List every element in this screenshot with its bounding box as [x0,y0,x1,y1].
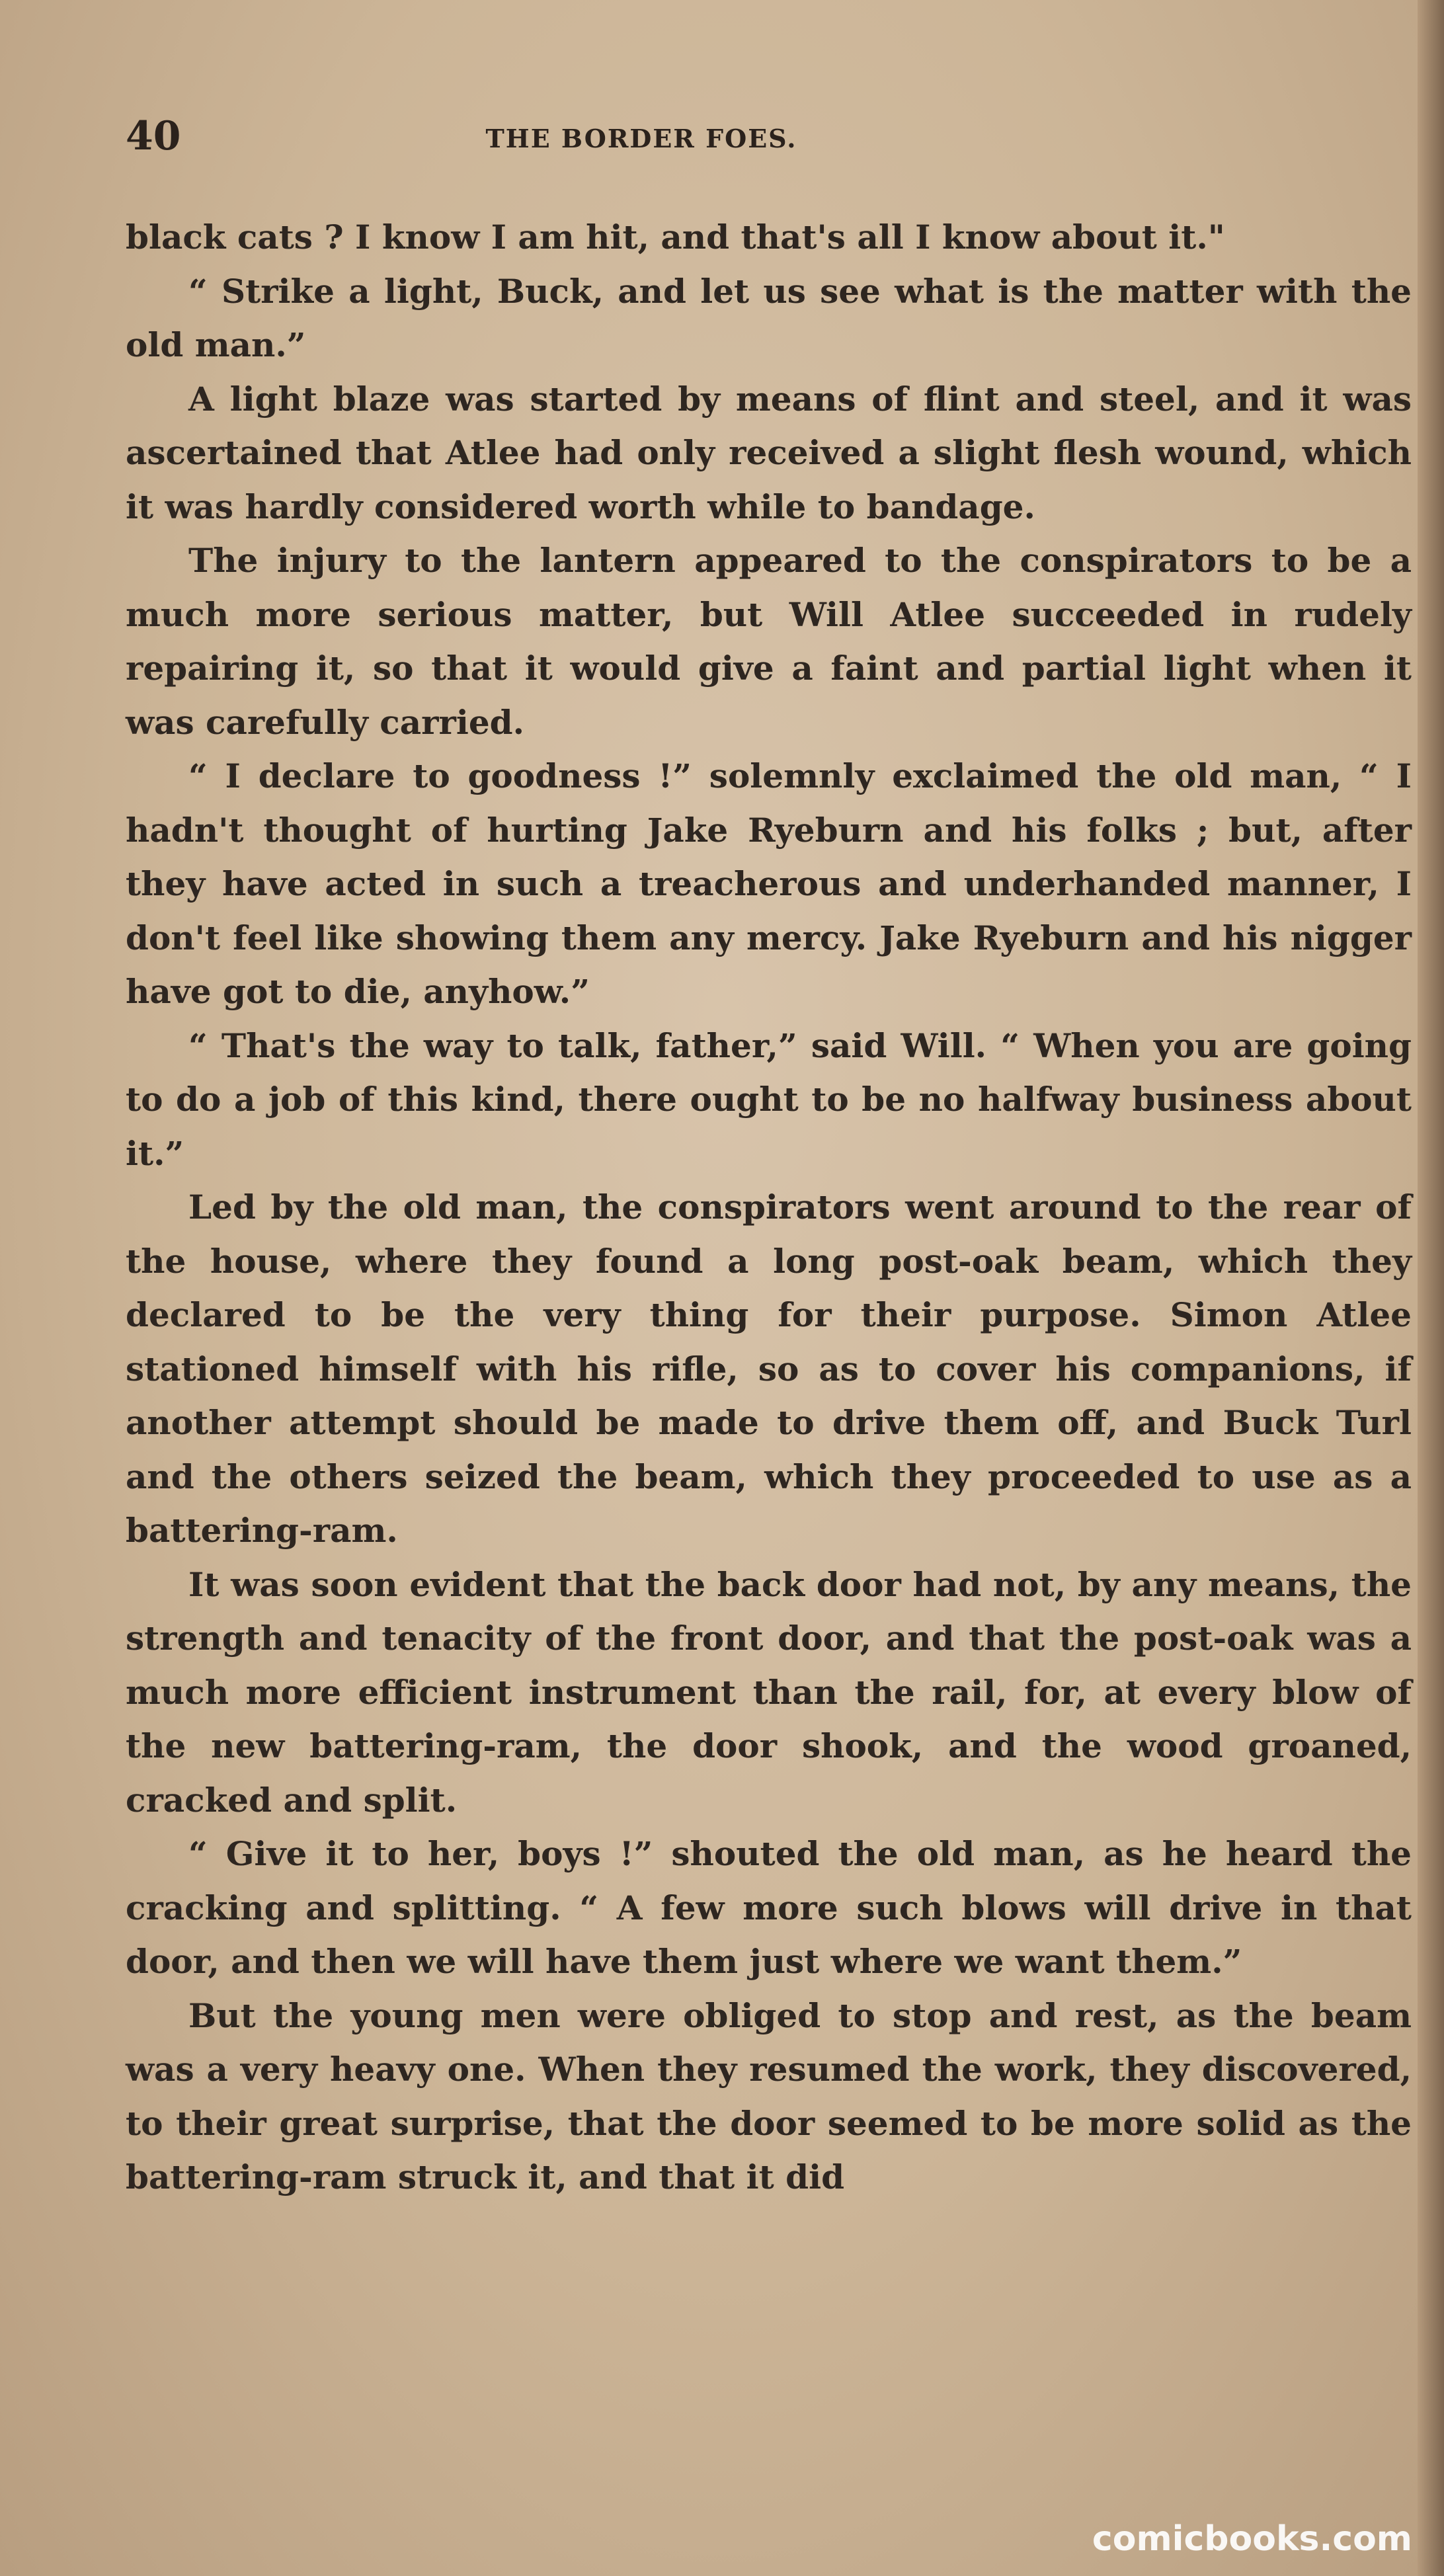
paragraph-10: But the young men were obliged to stop and rest, as the beam was a very heavy one. When they resumed the work, they discovered, to their great surprise, that the door seemed to be more solid as the battering-ram struck it, and that it did [126,1995,1412,2196]
page-header [126,109,1422,169]
paragraph-8: It was soon evident that the back door had not, by any means, the strength and tenacity of the front door, and that the post-oak was a much more efficient instrument than the rail, for, at every blow of the new battering-ram, the door shook, and the wood groaned, cracked and split. [126,1564,1412,1820]
paragraph-1: black cats ? I know I am hit, and that's all I know about it." [126,218,1225,257]
paragraph-9: “ Give it to her, boys !” shouted the old man, as he heard the cracking and splitting. “ A few more such blows will drive in that door, and then we will have them just where we want them.” [126,1834,1412,1981]
page-spine-shadow [1418,0,1444,2576]
paragraph-5: “ I declare to goodness !” solemnly exclaimed the old man, “ I hadn't thought of hurting Jake Ryeburn and his folks ; but, after they have acted in such a treacherous and underhanded manner, I don't feel like showing them any mercy. Jake Ryeburn and his nigger have got to die, anyhow.” [126,756,1412,1011]
paragraph-7: Led by the old man, the conspirators went around to the rear of the house, where they found a long post-oak beam, which they declared to be the very thing for their purpose. Simon Atlee stationed himself with his rifle, so as to cover his companions, if another attempt should be made to drive them off, and Buck Turl and the others seized the beam, which they proceeded to use as a battering-ram. [126,1187,1412,1550]
body-text [126,210,1412,2204]
watermark-text: comicbooks.com [1092,2519,1412,2559]
paragraph-6: “ That's the way to talk, father,” said Will. “ When you are going to do a job of this kind, there ought to be no halfway business about it.” [126,1026,1412,1173]
paragraph-3: A light blaze was started by means of flint and steel, and it was ascertained that Atlee had only received a slight flesh wound, which it was hardly considered worth while to bandage. [126,379,1412,526]
paragraph-4: The injury to the lantern appeared to the conspirators to be a much more serious matter, but Will Atlee succeeded in rudely repairing it, so that it would give a faint and partial light when it was carefully carried. [126,541,1412,742]
page-number: 40 [126,113,181,159]
paragraph-2: “ Strike a light, Buck, and let us see what is the matter with the old man.” [126,271,1412,364]
running-title: THE BORDER FOES. [485,124,797,153]
